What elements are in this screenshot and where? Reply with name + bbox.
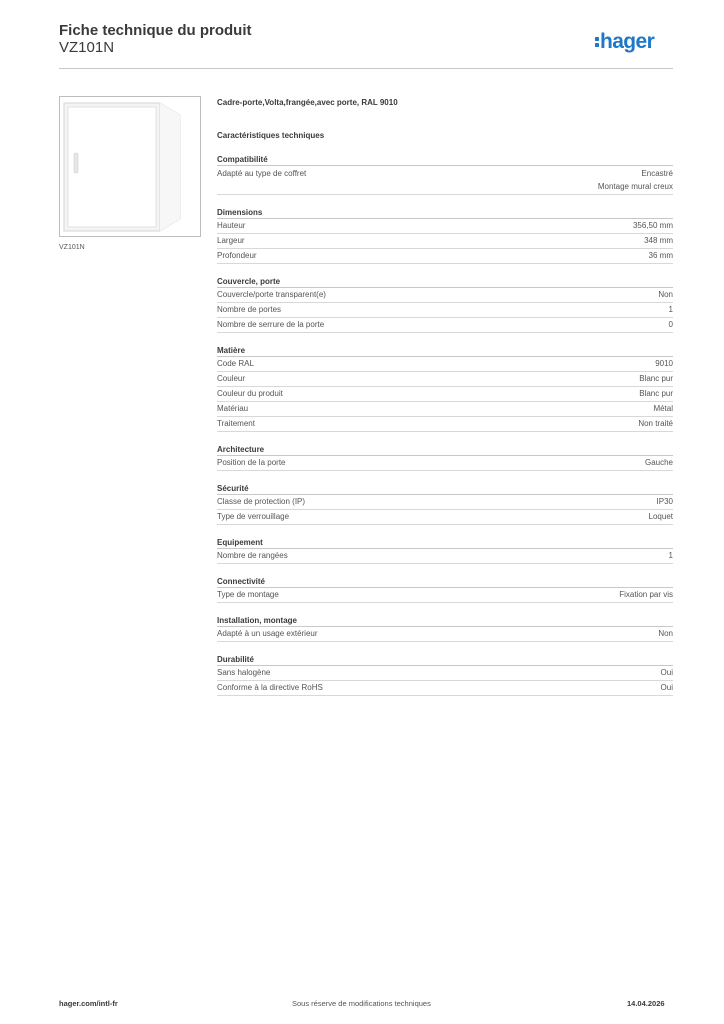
- spec-value: Blanc pur: [639, 374, 673, 383]
- product-description: Cadre-porte,Volta,frangée,avec porte, RAL 9010: [217, 98, 398, 107]
- spec-label: Adapté au type de coffret: [217, 168, 307, 178]
- section-title: Compatibilité: [217, 154, 673, 166]
- spec-value: Métal: [653, 404, 673, 413]
- section-title: Installation, montage: [217, 615, 673, 627]
- spec-section: [217, 154, 673, 195]
- spec-label: Nombre de portes: [217, 305, 282, 314]
- spec-label: Type de verrouillage: [217, 512, 290, 521]
- spec-section: [217, 483, 673, 525]
- spec-section: [217, 654, 673, 696]
- spec-label: Nombre de rangées: [217, 551, 288, 560]
- spec-label: Position de la porte: [217, 458, 286, 467]
- logo-wordmark: hager: [600, 30, 655, 53]
- spec-value: IP30: [656, 497, 673, 506]
- section-title: Durabilité: [217, 654, 673, 666]
- spec-label: Type de montage: [217, 590, 279, 599]
- spec-content: [217, 97, 673, 696]
- spec-label: Adapté à un usage extérieur: [217, 629, 318, 638]
- spec-label: Classe de protection (IP): [217, 497, 306, 506]
- spec-label: Nombre de serrure de la porte: [217, 320, 325, 329]
- spec-row: [217, 318, 673, 333]
- section-title: Matière: [217, 345, 673, 357]
- spec-section: [217, 537, 673, 564]
- spec-row: [217, 219, 673, 234]
- spec-row: [217, 249, 673, 264]
- spec-label: Matériau: [217, 404, 249, 413]
- spec-row: [217, 681, 673, 696]
- spec-label: Couleur: [217, 374, 246, 383]
- spec-label: Hauteur: [217, 221, 246, 230]
- spec-row: [217, 303, 673, 318]
- page-title: Fiche technique du produit: [59, 22, 252, 39]
- spec-row: [217, 417, 673, 432]
- section-title: Architecture: [217, 444, 673, 456]
- spec-value: Loquet: [648, 512, 673, 521]
- spec-label: Conforme à la directive RoHS: [217, 683, 323, 692]
- hager-logo: [594, 28, 674, 58]
- spec-label: Profondeur: [217, 251, 257, 260]
- spec-row: [217, 288, 673, 303]
- spec-value: Encastré Montage mural creux: [597, 168, 673, 191]
- spec-value: 9010: [655, 359, 673, 368]
- spec-label: Sans halogène: [217, 668, 271, 677]
- spec-row: [217, 372, 673, 387]
- spec-label: Couleur du produit: [217, 389, 283, 398]
- footer-date: 14.04.2026: [627, 999, 665, 1008]
- footer-notice: Sous réserve de modifications techniques: [292, 999, 431, 1008]
- spec-row: [217, 402, 673, 417]
- spec-label: Largeur: [217, 236, 245, 245]
- spec-section: [217, 576, 673, 603]
- spec-section: [217, 444, 673, 471]
- footer-website: hager.com/intl-fr: [59, 999, 118, 1008]
- logo-dot-bottom: [595, 43, 599, 47]
- spec-section: [217, 615, 673, 642]
- spec-row: [217, 495, 673, 510]
- spec-label: Couvercle/porte transparent(e): [217, 290, 326, 299]
- header-divider: [59, 68, 673, 69]
- spec-value: 0: [668, 320, 673, 329]
- spec-sections: [217, 154, 673, 696]
- spec-value: 1: [668, 551, 673, 560]
- spec-value: 348 mm: [644, 236, 673, 245]
- product-reference: VZ101N: [59, 39, 115, 56]
- spec-label: Traitement: [217, 419, 255, 428]
- spec-value: Gauche: [644, 458, 673, 467]
- spec-value: 1: [668, 305, 673, 314]
- logo-dot-top: [595, 37, 599, 41]
- tech-specs-heading: Caractéristiques techniques: [217, 131, 325, 140]
- spec-row: [217, 588, 673, 603]
- spec-row: [217, 387, 673, 402]
- spec-value: 36 mm: [648, 251, 673, 260]
- spec-value: 356,50 mm: [632, 221, 673, 230]
- product-image: [59, 96, 201, 237]
- spec-row: [217, 357, 673, 372]
- section-title: Dimensions: [217, 207, 673, 219]
- spec-value: Fixation par vis: [619, 590, 673, 599]
- spec-value: Non: [658, 629, 673, 638]
- spec-value: Non: [658, 290, 673, 299]
- spec-row: [217, 234, 673, 249]
- spec-value: Oui: [660, 683, 673, 692]
- spec-row: [217, 456, 673, 471]
- spec-value: Oui: [660, 668, 673, 677]
- spec-value: Blanc pur: [639, 389, 673, 398]
- spec-value: Non traité: [638, 419, 673, 428]
- section-title: Connectivité: [217, 576, 673, 588]
- image-caption: VZ101N: [59, 244, 85, 251]
- spec-section: [217, 276, 673, 333]
- spec-section: [217, 345, 673, 432]
- section-title: Equipement: [217, 537, 673, 549]
- spec-section: [217, 207, 673, 264]
- spec-label: Code RAL: [217, 359, 254, 368]
- spec-row: [217, 166, 673, 195]
- spec-row: [217, 666, 673, 681]
- section-title: Sécurité: [217, 483, 673, 495]
- spec-row: [217, 627, 673, 642]
- spec-row: [217, 549, 673, 564]
- section-title: Couvercle, porte: [217, 276, 673, 288]
- spec-row: [217, 510, 673, 525]
